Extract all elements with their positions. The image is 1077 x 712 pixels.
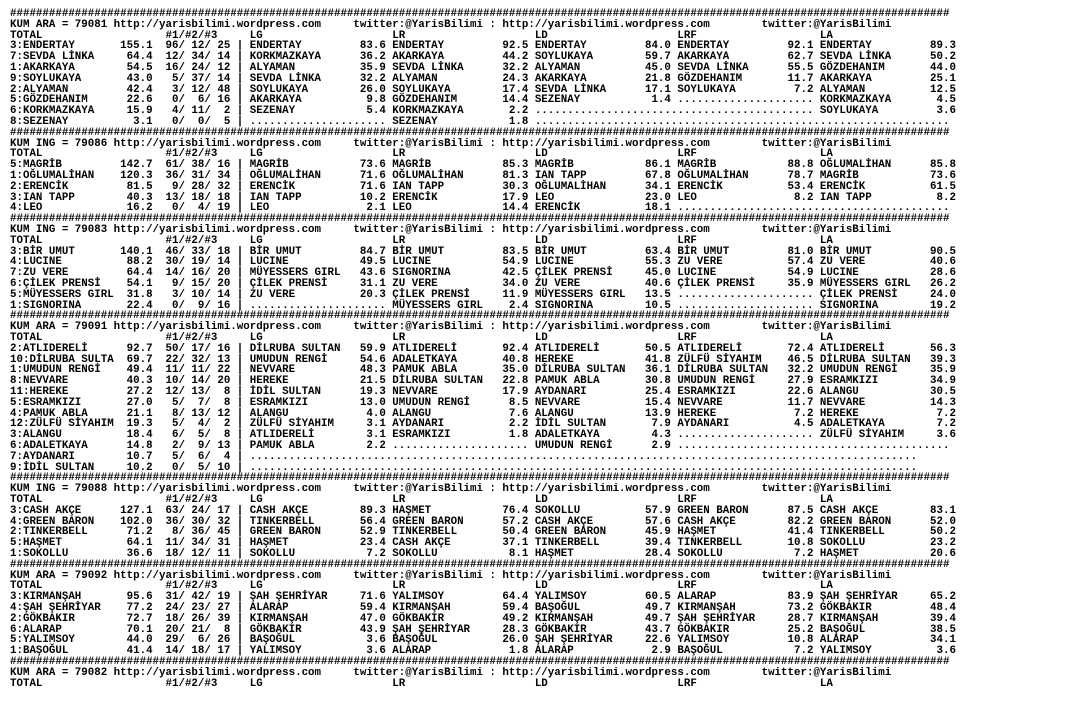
separator-line: ################################################################################################################################################# — [10, 8, 950, 20]
column-header: TOTAL #1/#2/#3 LG LR LD LRF LA — [10, 29, 833, 42]
race-header: KUM ING = 79083 http://yarisbilimi.wordpress.com twitter:@YarisBilimi : http://yarisbilimi.wordpress.com twitter:@YarisBilimi — [10, 224, 892, 236]
horse-row: 4:ŞAH ŞEHRİYAR 77.2 24/ 23/ 27 | ALARAP 59.4 KIRMANŞAH 59.4 BAŞOĞUL 49.7 KIRMANŞAH 73.2 GÖKBAKIR 48.4 — [10, 602, 956, 614]
horse-row: 3:KIRMANŞAH 95.6 31/ 42/ 19 | ŞAH ŞEHRİYAR 71.6 YALIMSOY 64.4 YALIMSOY 60.5 ALARAP 83.9 ŞAH ŞEHRİYAR 65.2 — [10, 591, 956, 604]
horse-row: 2:ATLIDERELİ 92.7 50/ 17/ 16 | DİLRUBA SULTAN 59.9 ATLIDERELİ 92.4 ATLIDERELİ 50.5 ATLIDERELİ 72.4 ATLIDERELİ 56.3 — [10, 342, 956, 355]
horse-row: 1:SOKOLLU 36.6 18/ 12/ 11 | SOKOLLU 7.2 SOKOLLU 8.1 HAŞMET 28.4 SOKOLLU 7.2 HAŞMET 20.6 — [10, 548, 956, 560]
horse-row: 3:CASH AKÇE 127.1 63/ 24/ 17 | CASH AKÇE 89.3 HAŞMET 76.4 SOKOLLU 57.9 GREEN BARON 87.5 CASH AKÇE 83.1 — [10, 504, 956, 517]
race-header: KUM ING = 79086 http://yarisbilimi.wordpress.com twitter:@YarisBilimi : http://yarisbilimi.wordpress.com twitter:@YarisBilimi — [10, 137, 892, 150]
horse-row: 5:HAŞMET 64.1 11/ 34/ 31 | HAŞMET 23.4 CASH AKÇE 37.1 TINKERBELL 39.4 TINKERBELL 10.8 SOKOLLU 23.2 — [10, 537, 956, 550]
horse-row: 3:IAN TAPP 40.3 13/ 18/ 18 | IAN TAPP 10.2 ERENCİK 17.9 LEO 23.0 LEO 8.2 IAN TAPP 8.2 — [10, 191, 956, 204]
horse-row: 6:ÇİLEK PRENSİ 54.1 9/ 15/ 20 | ÇİLEK PRENSİ 31.1 ZU VERE 34.0 ZU VERE 40.6 ÇİLEK PRENSİ 35.9 MÜYESSERS GIRL 26.2 — [10, 278, 956, 290]
horse-row: 2:ERENCİK 81.5 9/ 28/ 32 | ERENCİK 71.6 IAN TAPP 30.3 OĞLUMALİHAN 34.1 ERENCİK 53.4 ERENCİK 61.5 — [10, 180, 956, 193]
horse-row: 5:GÖZDEHANIM 22.6 0/ 6/ 16 | AKARKAYA 9.8 GÖZDEHANIM 14.4 SEZENAY 1.4 ..................... KORKMAZKAYA 4.5 — [10, 94, 956, 107]
race-header: KUM ARA = 79092 http://yarisbilimi.wordpress.com twitter:@YarisBilimi : http://yarisbilimi.wordpress.com twitter:@YarisBilimi — [10, 569, 892, 582]
horse-row: 4:LEO 16.2 0/ 4/ 19 | LEO 2.1 LEO 14.4 ERENCİK 18.1 .......................................... — [10, 202, 950, 215]
separator-line: ################################################################################################################################################# — [10, 472, 950, 485]
horse-row: 3:ENDERTAY 155.1 96/ 12/ 25 | ENDERTAY 83.6 ENDERTAY 92.5 ENDERTAY 84.0 ENDERTAY 92.1 ENDERTAY 89.3 — [10, 40, 956, 53]
separator-line: ################################################################################################################################################# — [10, 656, 950, 668]
horse-row: 2:TINKERBELL 71.2 8/ 36/ 45 | GREEN BARON 52.9 TINKERBELL 50.4 GREEN BARON 45.9 HAŞMET 41.4 TINKERBELL 50.2 — [10, 526, 956, 539]
horse-row: 4:PAMUK ABLA 21.1 8/ 13/ 12 | ALANGU 4.0 ALANGU 7.6 ALANGU 13.9 HEREKE 7.2 HEREKE 7.2 — [10, 407, 956, 420]
horse-row: 6:ALARAP 70.1 20/ 21/ 8 | GÖKBAKIR 43.9 ŞAH ŞEHRİYAR 28.3 GÖKBAKIR 43.7 GÖKBAKIR 25.2 BAŞOĞUL 38.5 — [10, 623, 956, 636]
horse-row: 7:SEVDA LİNKA 64.4 12/ 34/ 14 | KORKMAZKAYA 36.2 AKARKAYA 44.2 SOYLUKAYA 59.7 AKARKAYA 62.7 SEVDA LİNKA 50.2 — [10, 51, 956, 64]
separator-line: ################################################################################################################################################# — [10, 310, 950, 323]
horse-row: 7:ZU VERE 64.4 14/ 16/ 20 | MÜYESSERS GIRL 43.6 SIGNORINA 42.5 ÇİLEK PRENSİ 45.0 LUCINE 54.9 LUCINE 28.6 — [10, 267, 956, 280]
column-header: TOTAL #1/#2/#3 LG LR LD LRF LA — [10, 148, 833, 161]
horse-row: 5:YALIMSOY 44.0 29/ 6/ 26 | BAŞOĞUL 3.6 BAŞOĞUL 26.0 ŞAH ŞEHRİYAR 22.6 YALIMSOY 10.8 ALARAP 34.1 — [10, 634, 956, 647]
race-header: KUM ARA = 79091 http://yarisbilimi.wordpress.com twitter:@YarisBilimi : http://yarisbilimi.wordpress.com twitter:@YarisBilimi — [10, 321, 892, 334]
horse-row: 1:SIGNORINA 22.4 0/ 9/ 16 | ..................... MÜYESSERS GIRL 2.4 SIGNORINA 10.5 ..................... SIGNORINA 19.2 — [10, 299, 956, 312]
horse-row: 1:AKARKAYA 54.5 16/ 24/ 12 | ALYAMAN 35.9 SEVDA LİNKA 32.2 ALYAMAN 45.0 SEVDA LİNKA 55.5 GÖZDEHANIM 44.0 — [10, 62, 956, 74]
horse-row: 10:DİLRUBA SULTA 69.7 22/ 32/ 13 | UMUDUN RENGİ 54.6 ADALETKAYA 40.8 HEREKE 41.8 ZÜLFÜ SİYAHIM 46.5 DİLRUBA SULTAN 39.3 — [10, 353, 956, 366]
race-header: KUM ARA = 79082 http://yarisbilimi.wordpress.com twitter:@YarisBilimi : http://yarisbilimi.wordpress.com twitter:@YarisBilimi — [10, 666, 892, 679]
race-header: KUM ARA = 79081 http://yarisbilimi.wordpress.com twitter:@YarisBilimi : http://yarisbilimi.wordpress.com twitter:@YarisBilimi — [10, 18, 892, 31]
race-header: KUM ING = 79088 http://yarisbilimi.wordpress.com twitter:@YarisBilimi : http://yarisbilimi.wordpress.com twitter:@YarisBilimi — [10, 483, 892, 496]
horse-row: 1:OĞLUMALİHAN 120.3 36/ 31/ 34 | OĞLUMALİHAN 71.6 OĞLUMALİHAN 81.3 IAN TAPP 67.8 OĞLUMALİHAN 78.7 MAGRİB 73.6 — [10, 170, 956, 182]
horse-row: 12:ZÜLFÜ SİYAHIM 19.3 5/ 4/ 2 | ZÜLFÜ SİYAHIM 3.1 AYDANARI 2.2 İDİL SULTAN 7.9 AYDANARI 4.5 ADALETKAYA 7.2 — [10, 418, 956, 431]
horse-row: 6:KORKMAZKAYA 15.9 4/ 11/ 2 | SEZENAY 5.4 KORKMAZKAYA 2.2 ........................................... SOYLUKAYA 3.6 — [10, 105, 956, 118]
column-header: TOTAL #1/#2/#3 LG LR LD LRF LA — [10, 234, 833, 247]
horse-row: 1:BAŞOĞUL 41.4 14/ 18/ 17 | YALIMSOY 3.6 ALARAP 1.8 ALARAP 2.9 BAŞOĞUL 7.2 YALIMSOY 3.6 — [10, 645, 956, 658]
horse-row: 4:LUCINE 88.2 30/ 19/ 14 | LUCINE 49.5 LUCINE 54.9 LUCINE 55.3 ZU VERE 57.4 ZU VERE 40.6 — [10, 256, 956, 269]
horse-row: 1:UMUDUN RENGİ 49.4 11/ 11/ 22 | NEVVARE 48.3 PAMUK ABLA 35.0 DİLRUBA SULTAN 36.1 DİLRUBA SULTAN 32.2 UMUDUN RENGİ 35.9 — [10, 364, 956, 377]
column-header: TOTAL #1/#2/#3 LG LR LD LRF LA — [10, 494, 833, 506]
separator-line: ################################################################################################################################################# — [10, 213, 950, 226]
horse-row: 9:SOYLUKAYA 43.0 5/ 37/ 14 | SEVDA LİNKA 32.2 ALYAMAN 24.3 AKARKAYA 21.8 GÖZDEHANIM 11.7 AKARKAYA 25.1 — [10, 72, 956, 85]
horse-row: 4:GREEN BARON 102.0 36/ 30/ 32 | TINKERBELL 56.4 GREEN BARON 57.2 CASH AKÇE 57.6 CASH AKÇE 82.2 GREEN BARON 52.0 — [10, 515, 956, 528]
separator-line: ################################################################################################################################################# — [10, 558, 950, 571]
horse-row: 2:ALYAMAN 42.4 3/ 12/ 48 | SOYLUKAYA 26.0 SOYLUKAYA 17.4 SEVDA LİNKA 17.1 SOYLUKAYA 7.2 ALYAMAN 12.5 — [10, 83, 956, 96]
horse-row: 6:ADALETKAYA 14.8 2/ 9/ 13 | PAMUK ABLA 2.2 ..................... UMUDUN RENGİ 2.9 .......................................... — [10, 440, 950, 452]
horse-row: 3:ALANGU 18.4 6/ 5/ 8 | ATLIDERELİ 3.1 ESRAMKIZI 1.8 ADALETKAYA 4.3 ..................... ZÜLFÜ SİYAHIM 3.6 — [10, 429, 956, 442]
column-header: TOTAL #1/#2/#3 LG LR LD LRF LA — [10, 332, 833, 344]
horse-row: 8:NEVVARE 40.3 10/ 14/ 20 | HEREKE 21.5 DİLRUBA SULTAN 22.8 PAMUK ABLA 30.8 UMUDUN RENGİ 27.9 ESRAMKIZI 34.9 — [10, 375, 956, 388]
horse-row: 9:İDİL SULTAN 10.2 0/ 5/ 10 | ....................................................................................................... — [10, 461, 918, 474]
horse-row: 5:MAGRİB 142.7 61/ 38/ 16 | MAGRİB 73.6 MAGRİB 85.3 MAGRİB 86.1 MAGRİB 88.8 OĞLUMALİHAN 85.8 — [10, 159, 956, 172]
horse-row: 3:BİR UMUT 140.1 46/ 33/ 18 | BİR UMUT 84.7 BİR UMUT 83.5 BİR UMUT 63.4 BİR UMUT 81.0 BİR UMUT 90.5 — [10, 245, 956, 258]
horse-row: 5:ESRAMKIZI 27.0 5/ 7/ 8 | ESRAMKIZI 13.0 UMUDUN RENGİ 8.5 NEVVARE 15.4 NEVVARE 11.7 NEVVARE 14.3 — [10, 396, 956, 409]
column-header: TOTAL #1/#2/#3 LG LR LD LRF LA — [10, 580, 833, 593]
column-header: TOTAL #1/#2/#3 LG LR LD LRF LA — [10, 677, 833, 690]
horse-row: 5:MÜYESSERS GIRL 31.8 3/ 10/ 14 | ZU VERE 20.3 ÇİLEK PRENSİ 11.9 MÜYESSERS GIRL 13.5 ..................... ÇİLEK PRENSİ 24.0 — [10, 288, 956, 301]
horse-row: 2:GÖKBAKIR 72.7 18/ 26/ 39 | KIRMANŞAH 47.0 GÖKBAKIR 49.2 KIRMANŞAH 49.7 ŞAH ŞEHRİYAR 28.7 KIRMANŞAH 39.4 — [10, 612, 956, 625]
horse-row: 8:SEZENAY 3.1 0/ 0/ 5 | ..................... SEZENAY 1.8 ................................................................ — [10, 116, 950, 128]
horse-row: 11:HEREKE 27.2 12/ 13/ 8 | İDİL SULTAN 19.3 NEVVARE 17.9 AYDANARI 25.4 ESRAMKIZI 22.6 ALANGU 30.5 — [10, 386, 956, 398]
separator-line: ################################################################################################################################################# — [10, 126, 950, 139]
horse-row: 7:AYDANARI 10.7 5/ 6/ 4 | ....................................................................................................... — [10, 450, 918, 463]
